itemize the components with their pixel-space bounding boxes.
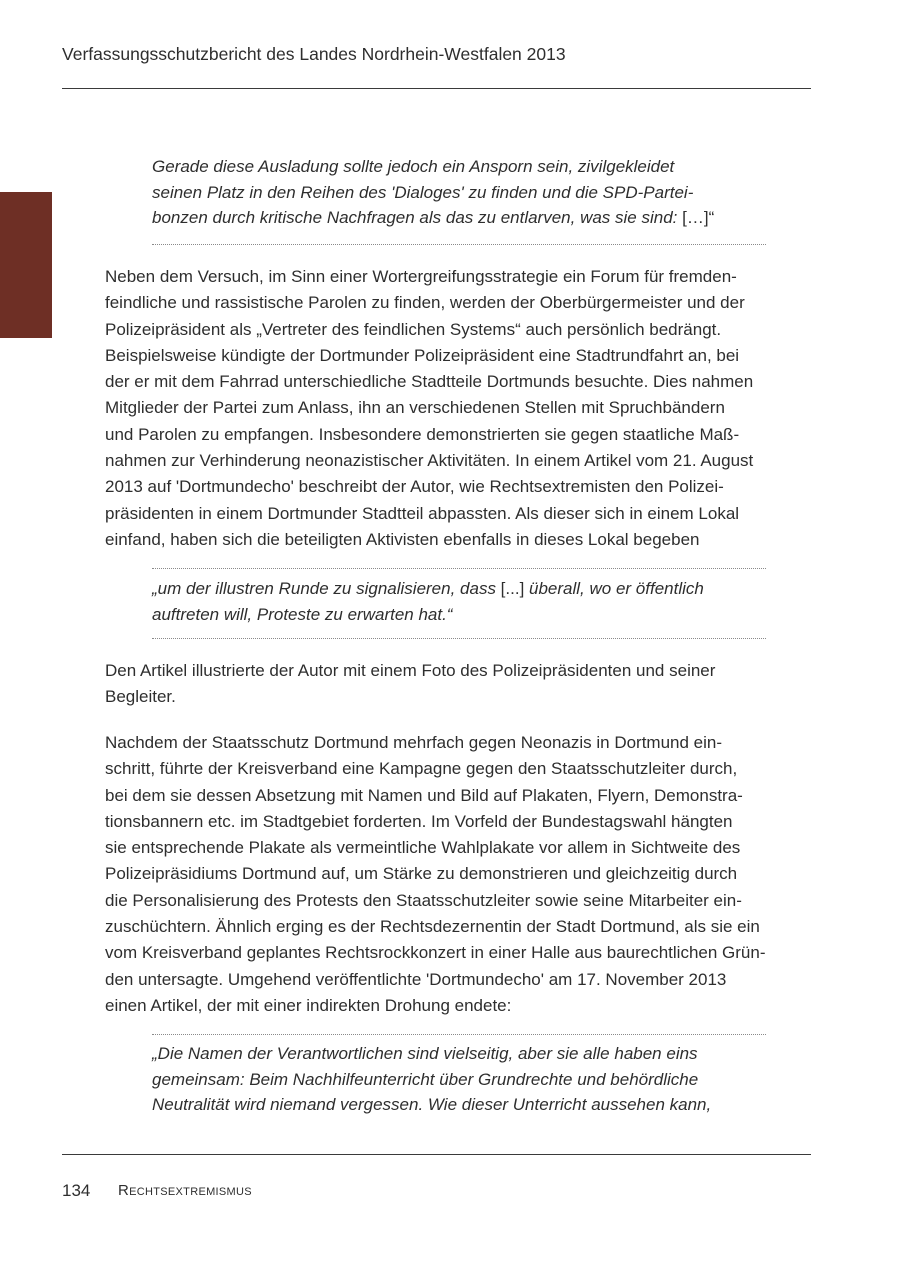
- quote-divider: [152, 1034, 766, 1035]
- quote-line: „Die Namen der Verantwortlichen sind vielseitig, aber sie alle haben eins: [152, 1044, 698, 1063]
- paragraph-line: bei dem sie dessen Absetzung mit Namen und Bild auf Plakaten, Flyern, Demonstra-: [105, 785, 743, 805]
- paragraph-line: tionsbannern etc. im Stadtgebiet forderten. Im Vorfeld der Bundestagswahl hängten: [105, 811, 733, 831]
- paragraph-line: die Personalisierung des Protests den Staatsschutzleiter sowie seine Mitarbeiter ein-: [105, 890, 742, 910]
- quote-line: auftreten will, Proteste zu erwarten hat.“: [152, 604, 453, 624]
- paragraph-line: Den Artikel illustrierte der Autor mit einem Foto des Polizeipräsidenten und seiner: [105, 661, 716, 680]
- quote-line: seinen Platz in den Reihen des 'Dialoges' zu finden und die SPD-Partei-: [152, 182, 694, 202]
- paragraph-line: feindliche und rassistische Parolen zu finden, werden der Oberbürgermeister und der: [105, 293, 745, 313]
- quote-line: gemeinsam: Beim Nachhilfeunterricht über Grundrechte und behördliche: [152, 1069, 699, 1089]
- paragraph-line: einfand, haben sich die beteiligten Aktivisten ebenfalls in dieses Lokal begeben: [105, 529, 700, 549]
- quote-line: Neutralität wird niemand vergessen. Wie dieser Unterricht aussehen kann,: [152, 1095, 712, 1114]
- paragraph-line: Nachdem der Staatsschutz Dortmund mehrfach gegen Neonazis in Dortmund ein-: [105, 733, 723, 752]
- block-quote-3: [152, 1041, 772, 1118]
- quote-line-text: überall, wo er öffentlich: [524, 579, 704, 598]
- paragraph-line: nahmen zur Verhinderung neonazistischer Aktivitäten. In einem Artikel vom 21. August: [105, 451, 754, 471]
- paragraph-3: [105, 730, 825, 1019]
- paragraph-line: vom Kreisverband geplantes Rechtsrockkonzert in einer Halle aus baurechtlichen Grün-: [105, 943, 766, 963]
- chapter-side-tab: [0, 192, 52, 338]
- footer-rule: [62, 1154, 811, 1155]
- quote-line-text: bonzen durch kritische Nachfragen als das zu entlarven, was sie sind:: [152, 208, 683, 227]
- paragraph-line: 2013 auf 'Dortmundecho' beschreibt der Autor, wie Rechtsextremisten den Polizei-: [105, 477, 724, 497]
- quote-line: [152, 576, 772, 602]
- quote-divider: [152, 244, 766, 245]
- paragraph-line: Polizeipräsidiums Dortmund auf, um Stärke zu demonstrieren und gleichzeitig durch: [105, 864, 738, 884]
- paragraph-line: schritt, führte der Kreisverband eine Kampagne gegen den Staatsschutzleiter durch,: [105, 759, 738, 779]
- paragraph-line: den untersagte. Umgehend veröffentlichte 'Dortmundecho' am 17. November 2013: [105, 969, 727, 989]
- page-number: 134: [62, 1181, 91, 1200]
- paragraph-1: [105, 264, 825, 553]
- quote-omission: [...]: [500, 579, 525, 598]
- paragraph-line: und Parolen zu empfangen. Insbesondere demonstrierten sie gegen staatliche Maß-: [105, 424, 740, 444]
- paragraph-line: der er mit dem Fahrrad unterschiedliche Stadtteile Dortmunds besuchte. Dies nahmen: [105, 372, 754, 392]
- running-header-title: Verfassungsschutzbericht des Landes Nordrhein-Westfalen 2013: [62, 44, 566, 64]
- paragraph-line: einen Artikel, der mit einer indirekten Drohung endete:: [105, 995, 512, 1015]
- paragraph-line: Polizeipräsident als „Vertreter des feindlichen Systems“ auch persönlich bedrängt.: [105, 319, 722, 339]
- quote-divider: [152, 568, 766, 569]
- paragraph-line: Beispielsweise kündigte der Dortmunder Polizeipräsident eine Stadtrundfahrt an, bei: [105, 345, 740, 365]
- quote-divider: [152, 638, 766, 639]
- quote-line-text: „um der illustren Runde zu signalisieren, dass: [152, 579, 501, 598]
- paragraph-line: sie entsprechende Plakate als vermeintliche Wahlplakate vor allem in Sichtweite des: [105, 838, 741, 858]
- quote-ellipsis: […]“: [682, 208, 715, 227]
- paragraph-line: Begleiter.: [105, 687, 176, 707]
- quote-line: Gerade diese Ausladung sollte jedoch ein Ansporn sein, zivilgekleidet: [152, 157, 675, 176]
- quote-line: [152, 205, 772, 231]
- paragraph-line: Mitglieder der Partei zum Anlass, ihn an verschiedenen Stellen mit Spruchbändern: [105, 398, 725, 418]
- block-quote-1: [152, 154, 772, 231]
- block-quote-2: [152, 576, 772, 627]
- paragraph-line: zuschüchtern. Ähnlich erging es der Rechtsdezernentin der Stadt Dortmund, als sie ein: [105, 917, 760, 937]
- paragraph-line: Neben dem Versuch, im Sinn einer Wortergreifungsstrategie ein Forum für fremden-: [105, 267, 737, 286]
- footer-section-title: Rechtsextremismus: [118, 1182, 252, 1199]
- paragraph-2: [105, 658, 825, 711]
- header-rule: [62, 88, 811, 89]
- paragraph-line: präsidenten in einem Dortmunder Stadtteil abpassten. Als dieser sich in einem Lokal: [105, 503, 740, 523]
